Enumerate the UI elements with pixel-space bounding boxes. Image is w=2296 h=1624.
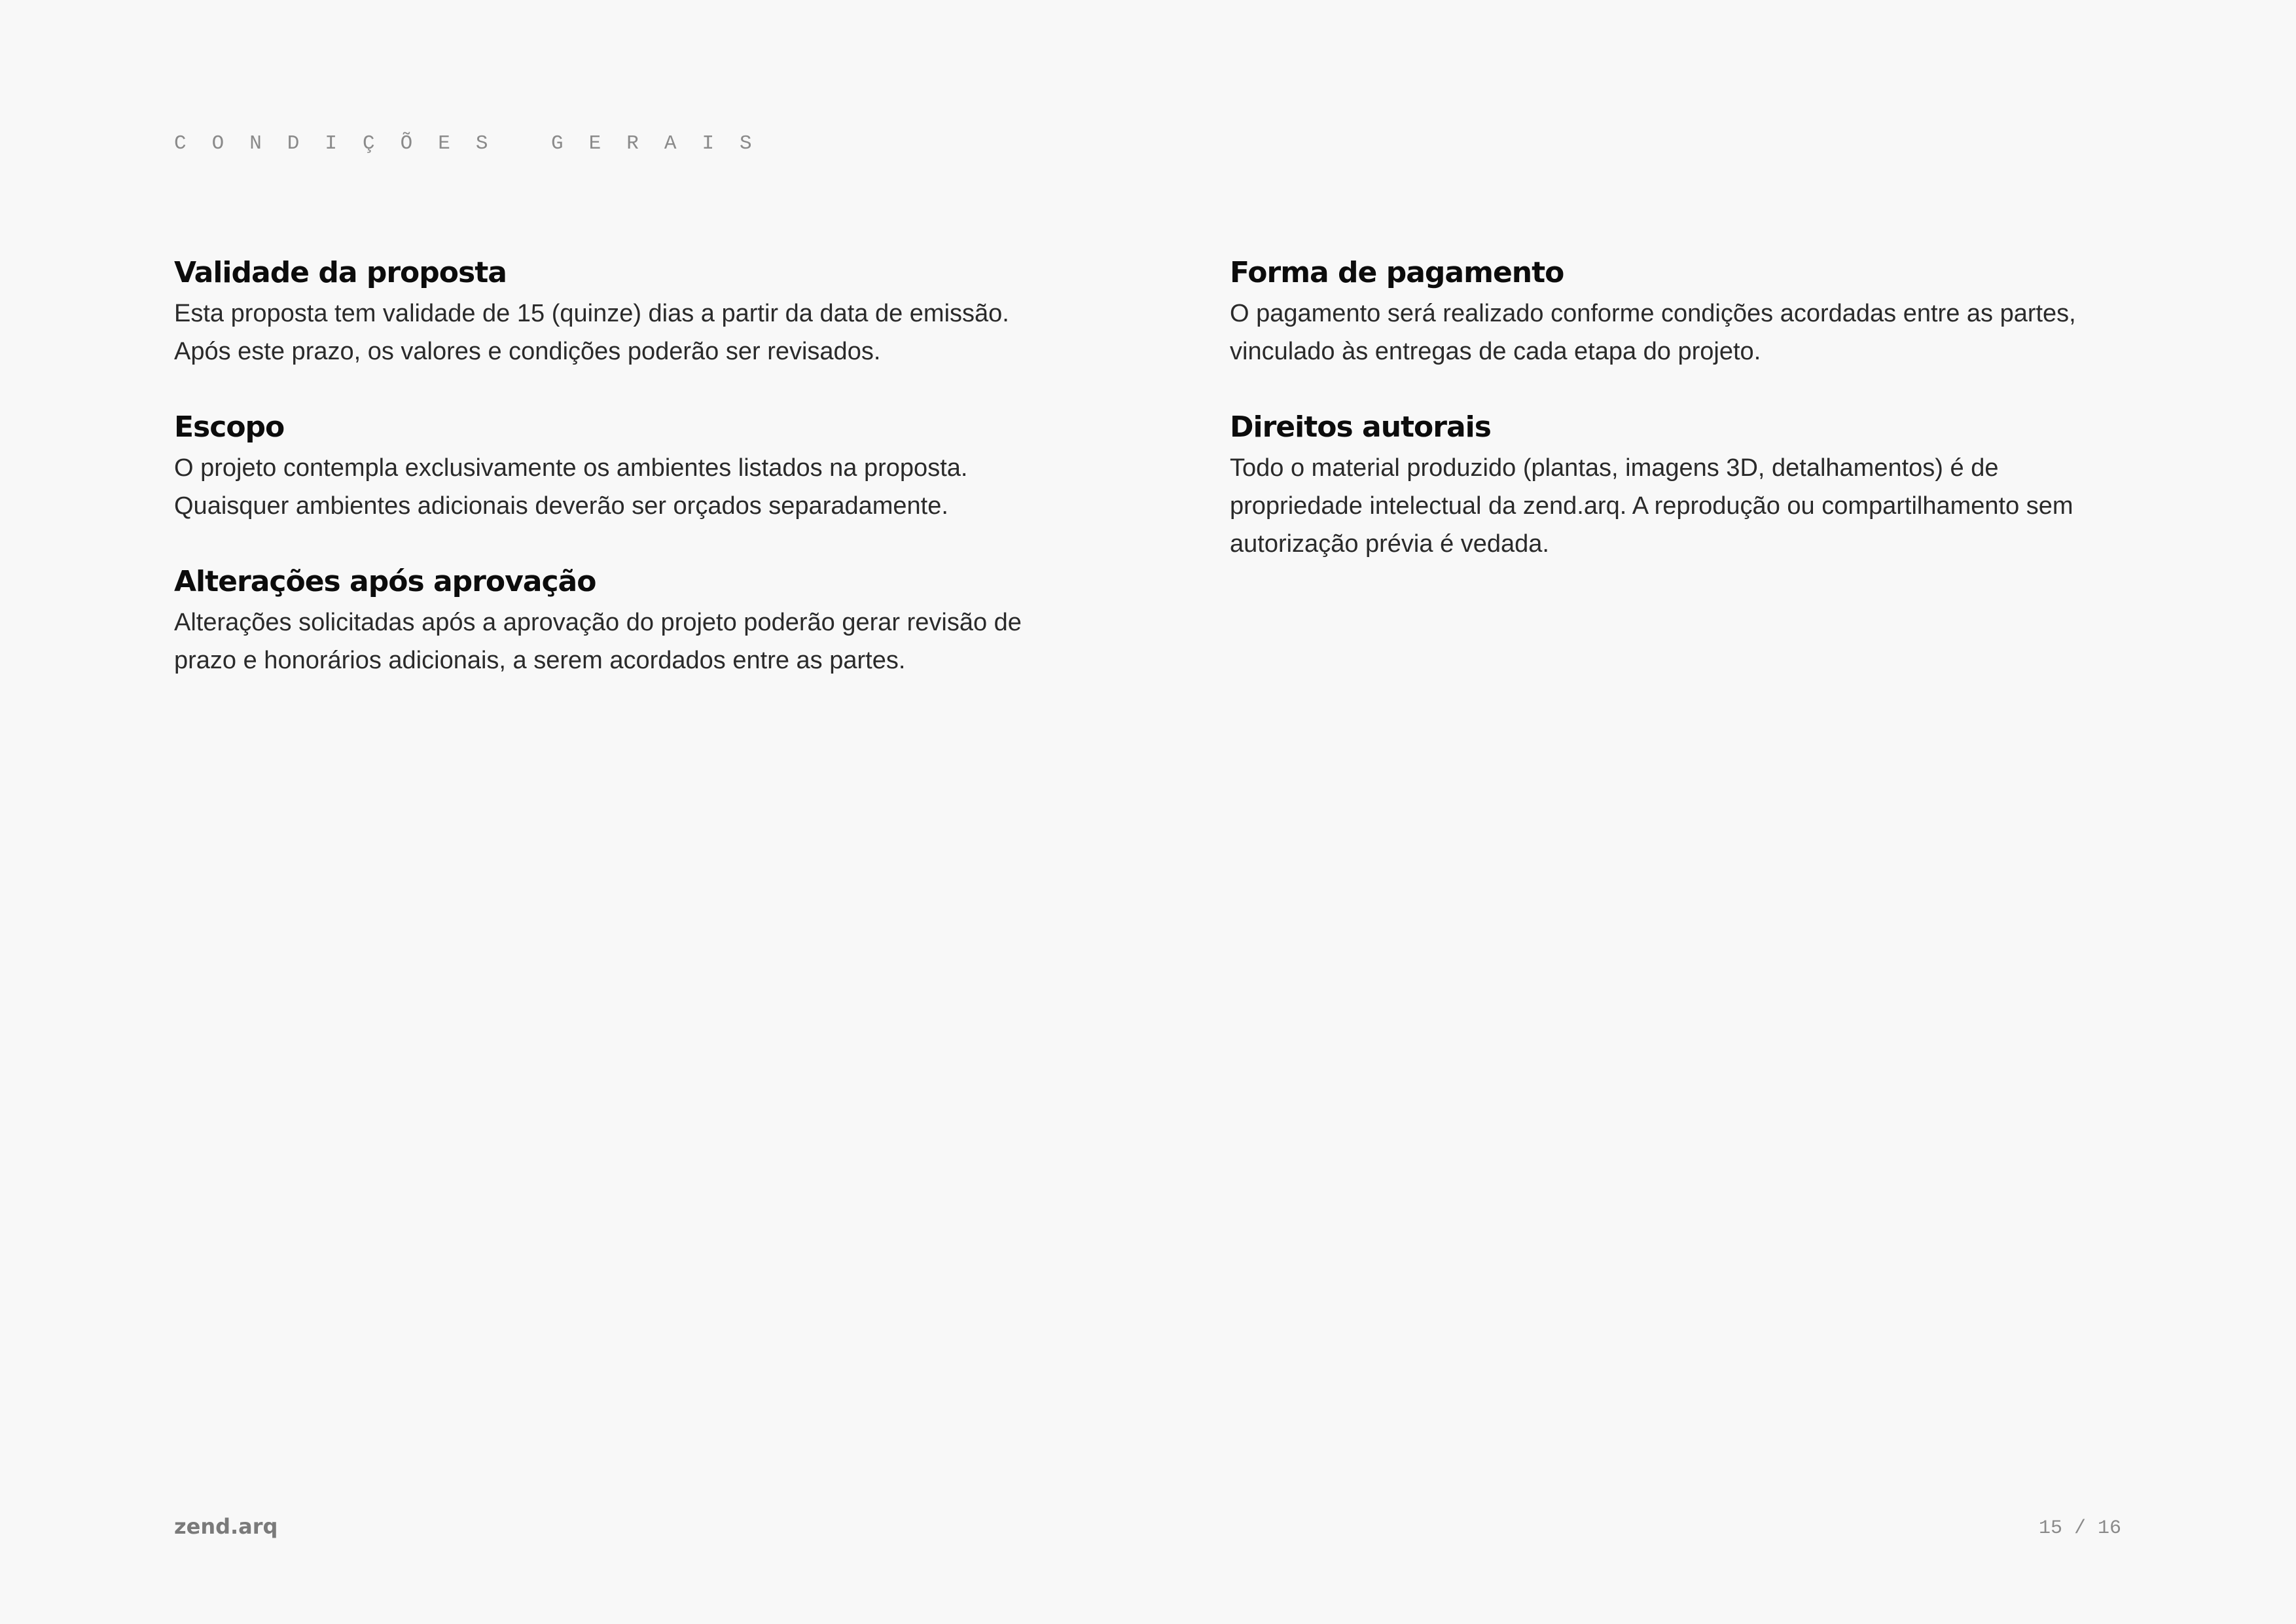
condition-block-escopo — [174, 406, 1230, 525]
condition-block-pagamento — [1230, 251, 2122, 370]
condition-title: Forma de pagamento — [1230, 256, 1564, 289]
left-column — [174, 251, 1230, 715]
condition-title: Escopo — [174, 410, 285, 444]
condition-text: O pagamento será realizado conforme condições acordadas entre as partes, vinculado às entregas de cada etapa do projeto. — [1230, 300, 2076, 365]
footer-brand-logo: zend.arq — [174, 1514, 278, 1539]
condition-title: Alterações após aprovação — [174, 565, 596, 598]
conditions-columns — [174, 251, 2122, 715]
section-label: CONDIÇÕES GERAIS — [174, 132, 778, 155]
condition-title: Direitos autorais — [1230, 410, 1491, 444]
condition-text: O projeto contempla exclusivamente os ambientes listados na proposta. Quaisquer ambientes adicionais deverão ser orçados separadamente. — [174, 454, 968, 520]
condition-block-validade — [174, 251, 1230, 370]
condition-text: Todo o material produzido (plantas, imagens 3D, detalhamentos) é de propriedade intelectual da zend.arq. A reprodução ou compartilhamento sem autorização prévia é vedada. — [1230, 454, 2073, 558]
condition-title: Validade da proposta — [174, 256, 507, 289]
condition-text: Alterações solicitadas após a aprovação do projeto poderão gerar revisão de prazo e honorários adicionais, a serem acordados entre as partes. — [174, 609, 1022, 674]
page-indicator: 15 / 16 — [2038, 1517, 2121, 1540]
condition-block-alteracoes — [174, 560, 1230, 679]
condition-block-direitos — [1230, 406, 2122, 563]
right-column — [1230, 251, 2122, 715]
condition-text: Esta proposta tem validade de 15 (quinze) dias a partir da data de emissão. Após este prazo, os valores e condições poderão ser revisados. — [174, 300, 1009, 365]
